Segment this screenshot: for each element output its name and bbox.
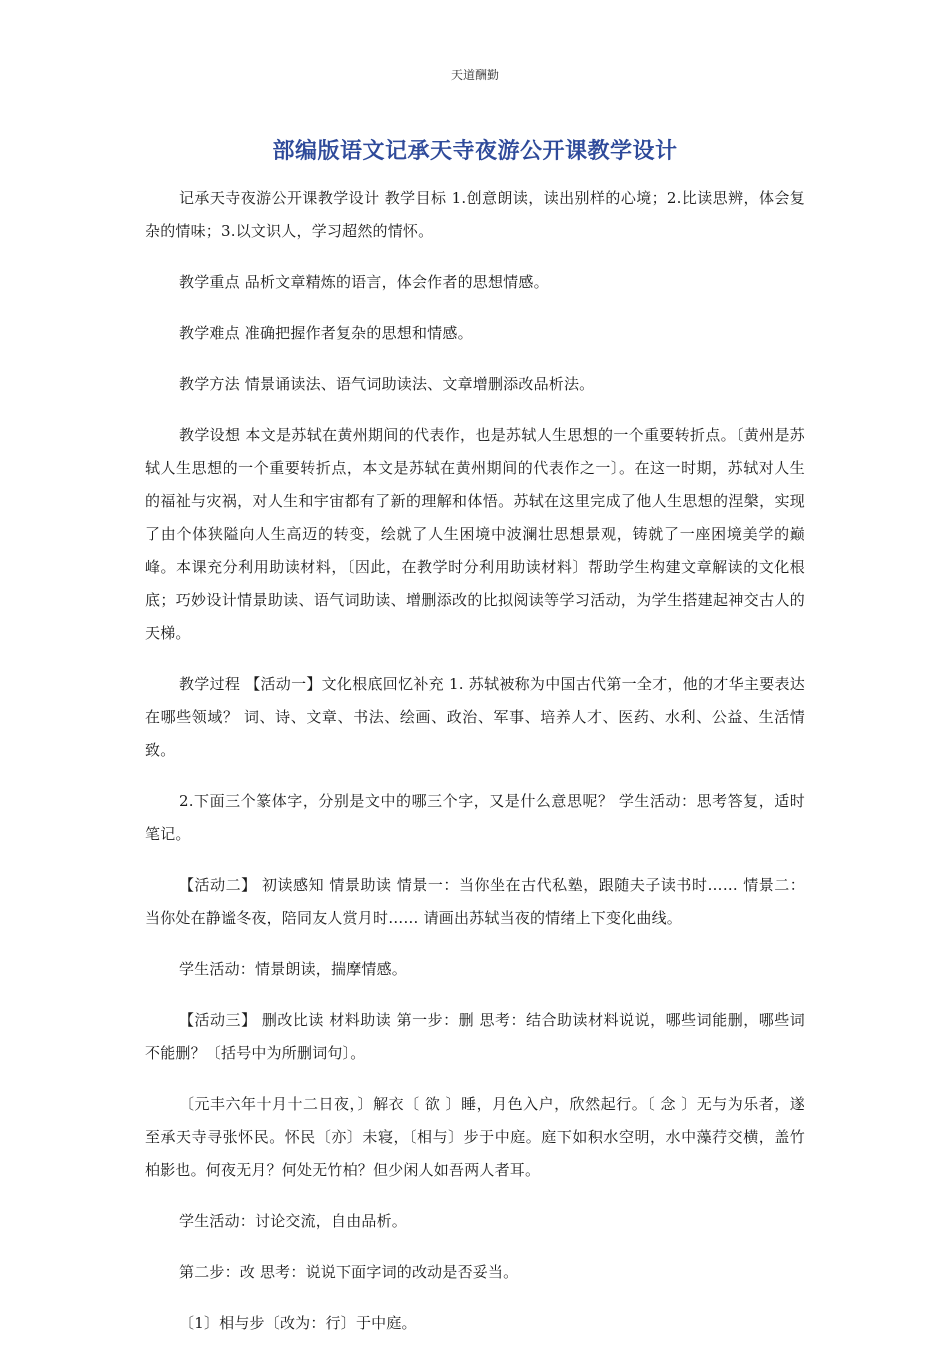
paragraph-seal-characters: 2.下面三个篆体字，分别是文中的哪三个字，又是什么意思呢？ 学生活动：思考答复，适时笔记。 (145, 792, 805, 843)
paragraph-revision-one: 〔1〕相与步〔改为：行〕于中庭。 (179, 1314, 417, 1332)
document-body (145, 182, 805, 1358)
paragraph-student-activity-reading: 学生活动：情景朗读，揣摩情感。 (179, 960, 408, 978)
paragraph-activity-one: 教学过程 【活动一】文化根底回忆补充 1. 苏轼被称为中国古代第一全才，他的才华主要表达在哪些领域？ 词、诗、文章、书法、绘画、政治、军事、培养人才、医药、水利、公益、生活情致。 (145, 675, 805, 759)
paragraph-methods: 教学方法 情景诵读法、语气词助读法、文章增删添改品析法。 (179, 375, 595, 393)
page-header: 天道酬勤 (450, 68, 499, 82)
paragraph-student-activity-discussion: 学生活动：讨论交流，自由品析。 (179, 1212, 408, 1230)
paragraph-step-two: 第二步：改 思考：说说下面字词的改动是否妥当。 (179, 1263, 519, 1281)
document-title: 部编版语文记承天寺夜游公开课教学设计 (272, 139, 678, 164)
paragraph-activity-three: 【活动三】 删改比读 材料助读 第一步：删 思考：结合助读材料说说，哪些词能删，哪些词不能删？〔括号中为所删词句〕。 (145, 1011, 805, 1062)
paragraph-activity-two: 【活动二】 初读感知 情景助读 情景一：当你坐在古代私塾，跟随夫子读书时…… 情景二：当你处在静谧冬夜，陪同友人赏月时…… 请画出苏轼当夜的情绪上下变化曲线。 (145, 876, 805, 927)
paragraph-source-text: 〔元丰六年十月十二日夜，〕解衣〔 欲 〕睡，月色入户，欣然起行。〔 念 〕无与为乐者，遂至承天寺寻张怀民。怀民〔亦〕未寝，〔相与〕步于中庭。庭下如积水空明，水中藻荇交横，盖竹柏影也。何夜无月？何处无竹柏？但少闲人如吾两人者耳。 (145, 1095, 805, 1179)
paragraph-key-points: 教学重点 品析文章精炼的语言，体会作者的思想情感。 (179, 273, 549, 291)
paragraph-objectives: 记承天寺夜游公开课教学设计 教学目标 1.创意朗读，读出别样的心境；2.比读思辨，体会复杂的情味；3.以文识人，学习超然的情怀。 (145, 189, 805, 240)
paragraph-difficulties: 教学难点 准确把握作者复杂的思想和情感。 (179, 324, 473, 342)
paragraph-design-concept: 教学设想 本文是苏轼在黄州期间的代表作，也是苏轼人生思想的一个重要转折点。〔黄州是苏轼人生思想的一个重要转折点，本文是苏轼在黄州期间的代表作之一〕。在这一时期，苏轼对人生的福祉与灾祸，对人生和宇宙都有了新的理解和体悟。苏轼在这里完成了他人生思想的涅槃，实现了由个体狭隘向人生高迈的转变，绘就了人生困境中波澜壮思想景观，铸就了一座困境美学的巅峰。本课充分利用助读材料，〔因此，在教学时分利用助读材料〕帮助学生构建文章解读的文化根底；巧妙设计情景助读、语气词助读、增删添改的比拟阅读等学习活动，为学生搭建起神交古人的天梯。 (145, 426, 805, 642)
